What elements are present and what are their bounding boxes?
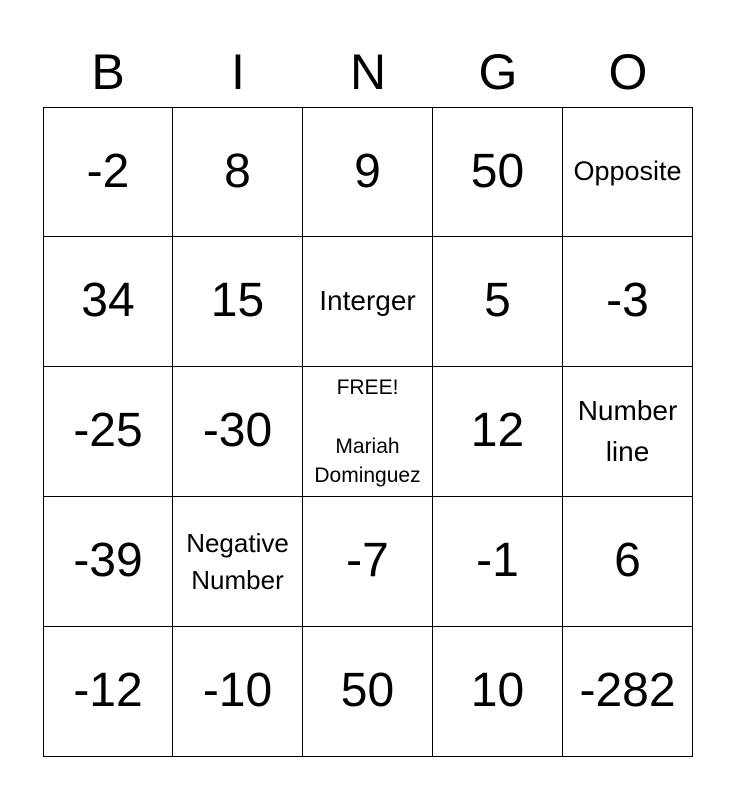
cell-text: 10	[470, 664, 525, 718]
cell-text: -7	[346, 534, 389, 588]
bingo-cell[interactable]	[433, 107, 563, 237]
bingo-cell[interactable]	[43, 627, 173, 757]
cell-text: -2	[86, 144, 130, 198]
cell-text: 50	[470, 144, 525, 198]
bingo-cell[interactable]	[433, 237, 563, 367]
cell-text: 6	[614, 534, 641, 588]
cell-text: 12	[470, 404, 525, 458]
cell-text: Interger	[319, 285, 416, 317]
header-letter-g: G	[478, 44, 518, 100]
cell-text: -3	[606, 274, 649, 328]
bingo-cell[interactable]	[173, 107, 303, 237]
header-letter-n: N	[349, 44, 387, 100]
cell-text: -39	[73, 534, 143, 588]
cell-text: -30	[202, 404, 273, 458]
cell-text: 8	[224, 144, 251, 198]
bingo-cell[interactable]	[563, 237, 693, 367]
bingo-cell[interactable]	[173, 367, 303, 497]
bingo-cell[interactable]	[563, 497, 693, 627]
bingo-cell[interactable]	[173, 497, 303, 627]
header-letter-i: I	[231, 44, 245, 100]
bingo-cell[interactable]	[303, 627, 433, 757]
cell-text: 5	[484, 274, 511, 328]
bingo-cell[interactable]	[43, 497, 173, 627]
bingo-cell[interactable]	[433, 497, 563, 627]
free-space-cell[interactable]	[303, 367, 433, 497]
bingo-cell[interactable]	[563, 107, 693, 237]
bingo-cell[interactable]	[303, 497, 433, 627]
bingo-cell[interactable]	[43, 107, 173, 237]
cell-text: -1	[476, 534, 519, 588]
bingo-cell[interactable]	[433, 367, 563, 497]
bingo-header	[43, 40, 693, 104]
cell-text: 9	[354, 144, 381, 198]
cell-text: 50	[340, 664, 395, 718]
header-letter-o: O	[608, 44, 648, 100]
cell-text: 34	[81, 274, 135, 328]
bingo-board	[43, 107, 693, 757]
header-letter-b: B	[91, 44, 125, 100]
bingo-cell[interactable]	[563, 367, 693, 497]
cell-text: 15	[210, 274, 265, 328]
cell-text: -12	[73, 664, 143, 718]
cell-text: Opposite	[573, 156, 682, 187]
cell-text: -10	[202, 664, 273, 718]
cell-text: -25	[73, 404, 143, 458]
bingo-cell[interactable]	[303, 107, 433, 237]
cell-text: Number line	[577, 394, 678, 467]
bingo-cell[interactable]	[433, 627, 563, 757]
cell-text: Negative Number	[186, 528, 289, 595]
cell-text: -282	[579, 664, 676, 718]
bingo-cell[interactable]	[303, 237, 433, 367]
bingo-cell[interactable]	[173, 627, 303, 757]
bingo-cell[interactable]	[43, 367, 173, 497]
bingo-cell[interactable]	[43, 237, 173, 367]
free-space-text: FREE! Mariah Dominguez	[314, 375, 421, 487]
bingo-cell[interactable]	[563, 627, 693, 757]
bingo-cell[interactable]	[173, 237, 303, 367]
